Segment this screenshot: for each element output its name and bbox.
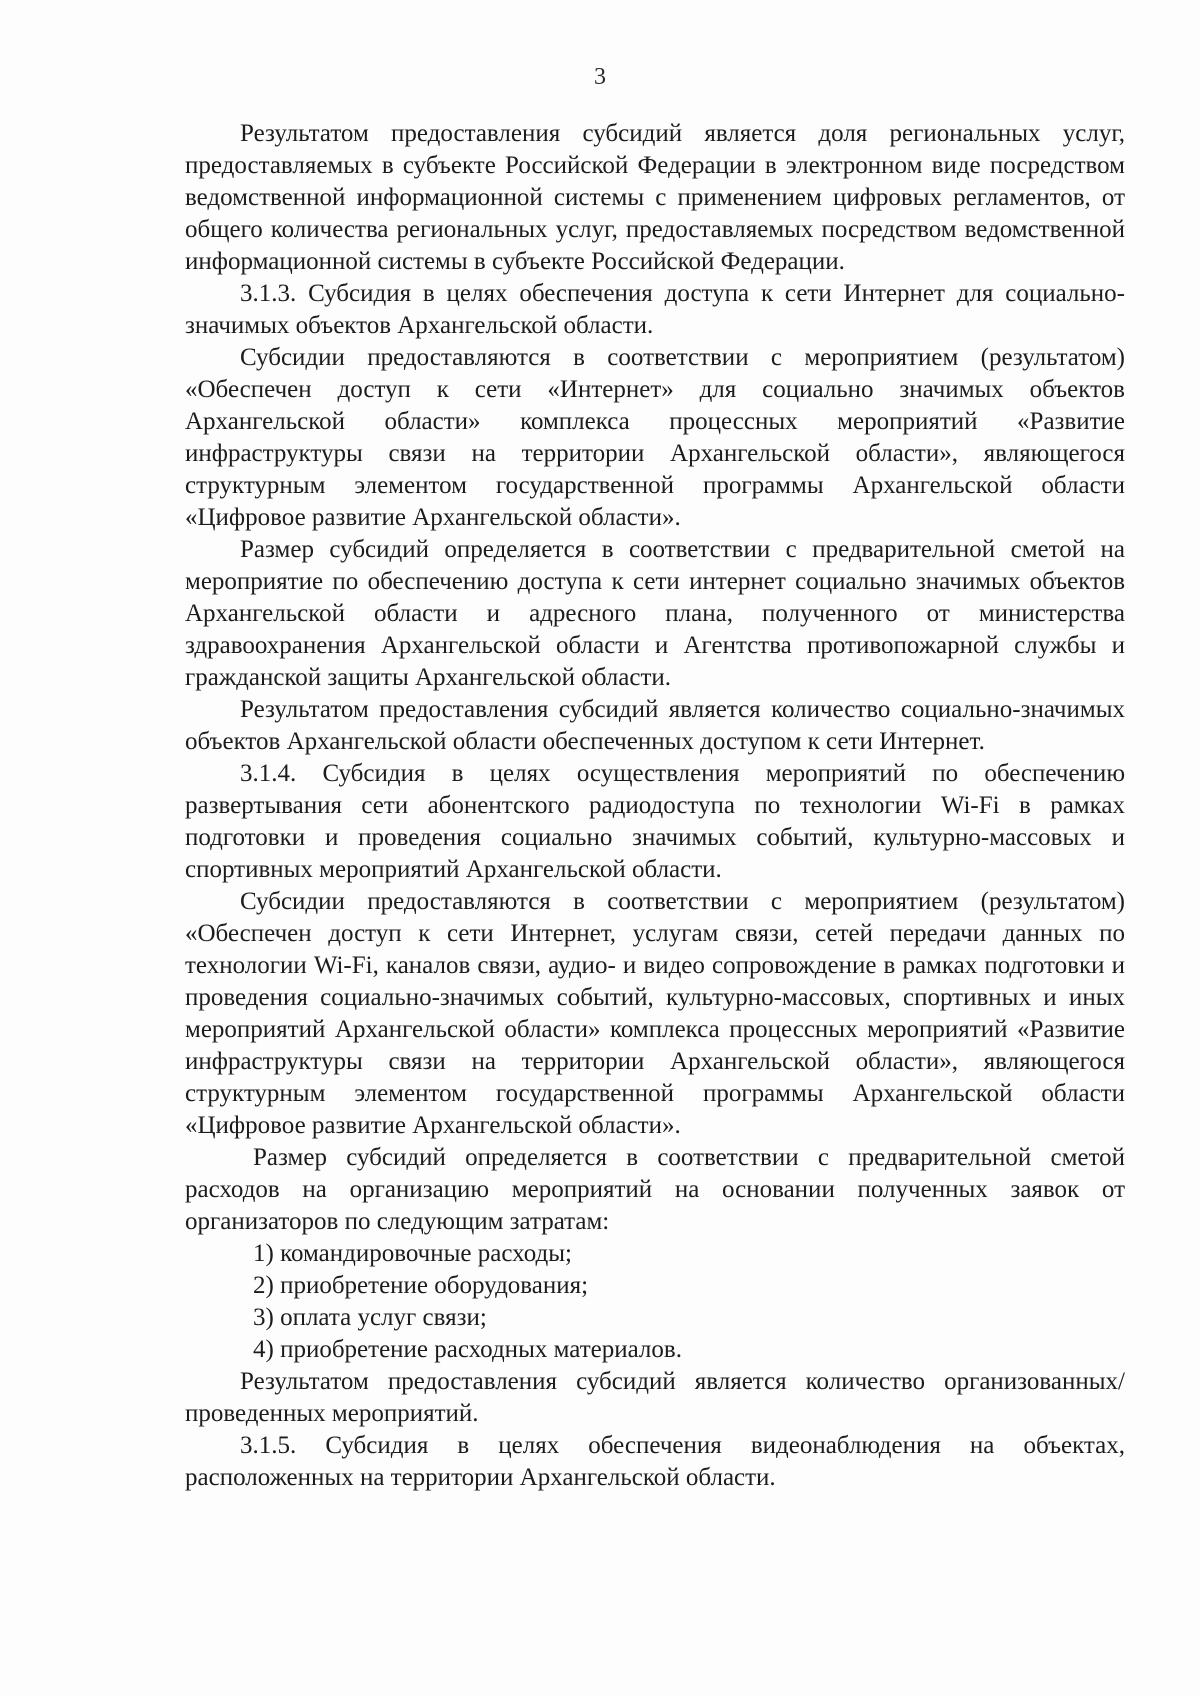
paragraph-result-share-of-services: Результатом предоставления субсидий является доля региональных услуг, предоставляемых в субъекте Российской Федерации в электронном виде посредством ведомственной информационной системы с применением цифровых регламентов, от общего количества региональных услуг, предоставляемых посредством ведомственной информационной системы в субъекте Российской Федерации. [185,120,1125,275]
list-item: 4) приобретение расходных материалов. [253,1336,682,1363]
paragraph-section-3-1-3: 3.1.3. Субсидия в целях обеспечения доступа к сети Интернет для социально-значимых объектов Архангельской области. [185,280,1125,339]
page-number: 3 [594,64,606,90]
paragraph-subsidy-size-internet: Размер субсидий определяется в соответствии с предварительной сметой на мероприятие по обеспечению доступа к сети интернет социально значимых объектов Архангельской области и адресного плана, полученного от министерства здравоохранения Архангельской области и Агентства противопожарной службы и гражданской защиты Архангельской области. [185,536,1125,691]
paragraph-result-internet-objects: Результатом предоставления субсидий является количество социально-значимых объектов Архангельской области обеспеченных доступом к сети Интернет. [185,696,1125,755]
paragraph-subsidy-basis-wifi: Субсидии предоставляются в соответствии с мероприятием (результатом) «Обеспечен доступ к сети Интернет, услугам связи, сетей передачи данных по технологии Wi-Fi, каналов связи, аудио- и видео сопровождение в рамках подготовки и проведения социально-значимых событий, культурно-массовых, спортивных и иных мероприятий Архангельской области» комплекса процессных мероприятий «Развитие инфраструктуры связи на территории Архангельской области», являющегося структурным элементом государственной программы Архангельской области «Цифровое развитие Архангельской области». [185,888,1125,1139]
paragraph-subsidy-size-events: Размер субсидий определяется в соответствии с предварительной сметой расходов на организацию мероприятий на основании полученных заявок от организаторов по следующим затратам: [185,1144,1125,1235]
paragraph-section-3-1-5: 3.1.5. Субсидия в целях обеспечения видеонаблюдения на объектах, расположенных на территории Архангельской области. [185,1432,1125,1491]
expense-list [185,1238,1125,1366]
document-body [185,118,1125,1494]
list-item: 1) командировочные расходы; [253,1240,572,1267]
paragraph-section-3-1-4: 3.1.4. Субсидия в целях осуществления мероприятий по обеспечению развертывания сети абонентского радиодоступа по технологии Wi-Fi в рамках подготовки и проведения социально значимых событий, культурно-массовых и спортивных мероприятий Архангельской области. [185,760,1125,883]
list-item: 2) приобретение оборудования; [253,1272,589,1299]
paragraph-subsidy-basis-internet: Субсидии предоставляются в соответствии с мероприятием (результатом) «Обеспечен доступ к сети «Интернет» для социально значимых объектов Архангельской области» комплекса процессных мероприятий «Развитие инфраструктуры связи на территории Архангельской области», являющегося структурным элементом государственной программы Архангельской области «Цифровое развитие Архангельской области». [185,344,1125,531]
paragraph-result-events: Результатом предоставления субсидий является количество организованных/проведенных мероприятий. [185,1368,1125,1427]
list-item: 3) оплата услуг связи; [253,1304,487,1331]
